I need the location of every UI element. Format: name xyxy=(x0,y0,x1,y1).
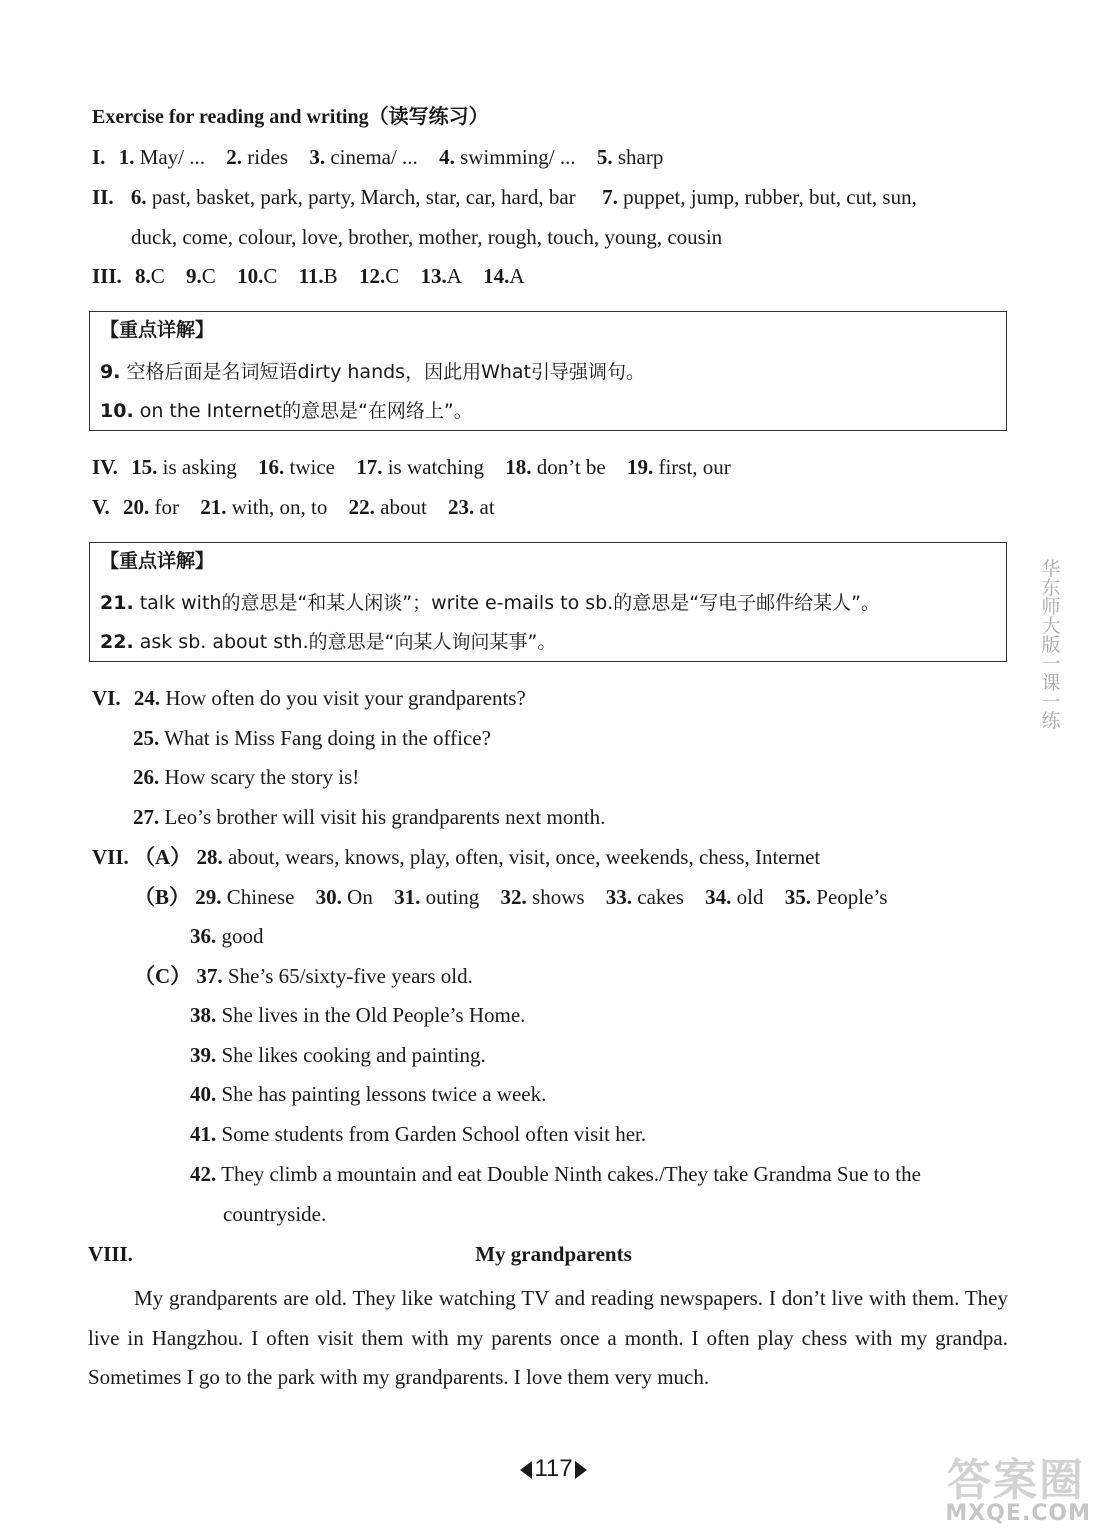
section-label: IV. xyxy=(92,455,118,479)
answer-18: 18. don’t be xyxy=(505,455,606,479)
answer-19: 19. first, our xyxy=(626,455,731,479)
answer-6: past, basket, park, party, March, star, car, hard, bar xyxy=(151,185,576,209)
answer-33: 33. cakes xyxy=(605,885,684,909)
answer-17: 17. is watching xyxy=(356,455,484,479)
answer-24: How often do you visit your grandparents? xyxy=(165,686,526,710)
section-label: VI. xyxy=(92,686,121,710)
box-title: 【重点详解】 xyxy=(100,550,215,572)
answer-7-num: 7. xyxy=(602,185,618,209)
answer-28: about, wears, knows, play, often, visit, once, weekends, chess, Internet xyxy=(227,845,821,869)
section-label: III. xyxy=(92,264,122,288)
answer-30: 30. On xyxy=(315,885,373,909)
explanation-line: 22. ask sb. about sth.的意思是“向某人询问某事”。 xyxy=(100,631,557,653)
answer-7: puppet, jump, rubber, but, cut, sun, xyxy=(623,185,917,209)
explanation-box-1 xyxy=(89,311,1007,431)
section-6: VI. 24. How often do you visit your grandparents? xyxy=(92,686,526,710)
section-label: I. xyxy=(92,145,106,169)
section-3 xyxy=(92,262,541,290)
answer-15: 15. is asking xyxy=(131,455,237,479)
answer-13: 13.A xyxy=(420,264,462,288)
explanation-line: 10. on the Internet的意思是“在网络上”。 xyxy=(100,400,473,422)
answer-22: 22. about xyxy=(348,495,427,519)
explanation-line: 9. 空格后面是名词短语dirty hands，因此用What引导强调句。 xyxy=(100,361,645,383)
answer-42-continued: countryside. xyxy=(223,1202,327,1226)
section-label: VII. xyxy=(92,845,129,869)
answer-36: 36. good xyxy=(190,924,264,948)
watermark-logo: 答案圈 xyxy=(947,1455,1085,1506)
answer-1: 1. May/ ... xyxy=(118,145,206,169)
box-title: 【重点详解】 xyxy=(100,319,215,341)
answer-10: 10.C xyxy=(237,264,278,288)
answer-7-continued: duck, come, colour, love, brother, mother, rough, touch, young, cousin xyxy=(131,225,723,249)
answer-4: 4. swimming/ ... xyxy=(439,145,576,169)
section-2 xyxy=(92,183,917,211)
subsection-b-label: （B） xyxy=(134,885,191,909)
subsection-c-label: （C） xyxy=(134,964,192,988)
answer-38: 38. She lives in the Old People’s Home. xyxy=(190,1003,526,1027)
answer-42: 42. They climb a mountain and eat Double Ninth cakes./They take Grandma Sue to the xyxy=(190,1162,921,1186)
section-7-a: VII. （A） 28. about, wears, knows, play, often, visit, once, weekends, chess, Internet xyxy=(92,845,821,869)
page-number: 117 xyxy=(0,1455,1107,1483)
essay-paragraph: My grandparents are old. They like watching TV and reading newspapers. I don’t live with them. They live in Hangzhou. I often visit them with my parents once a month. I often play chess with my grandpa. Sometimes I go to the park with my grandparents. I love them very much. xyxy=(88,1286,1008,1390)
answer-16: 16. twice xyxy=(257,455,335,479)
watermark-site: MXQE.COM xyxy=(945,1501,1091,1526)
explanation-box-2 xyxy=(89,542,1007,662)
watermark xyxy=(905,1442,1095,1530)
arrow-left-icon xyxy=(520,1461,532,1479)
section-8-label: VIII. xyxy=(88,1242,133,1266)
answer-14: 14.A xyxy=(483,264,525,288)
answer-3: 3. cinema/ ... xyxy=(309,145,418,169)
answer-39: 39. She likes cooking and painting. xyxy=(190,1043,486,1067)
answer-23: 23. at xyxy=(448,495,495,519)
section-7-c: （C） 37. She’s 65/sixty-five years old. xyxy=(134,964,473,988)
answer-32: 32. shows xyxy=(500,885,585,909)
section-5 xyxy=(92,493,511,521)
side-series-label: 华东师大版一课一练 xyxy=(1041,558,1061,732)
answer-37: She’s 65/sixty-five years old. xyxy=(227,964,473,988)
answer-25: 25. What is Miss Fang doing in the office? xyxy=(133,726,491,750)
section-label: II. xyxy=(92,185,114,209)
answer-31: 31. outing xyxy=(394,885,480,909)
answer-21: 21. with, on, to xyxy=(200,495,328,519)
essay-title: My grandparents xyxy=(475,1242,632,1266)
section-label: V. xyxy=(92,495,110,519)
answer-9: 9.C xyxy=(186,264,216,288)
section-7-b xyxy=(134,883,903,911)
answer-11: 11.B xyxy=(298,264,338,288)
answer-26: 26. How scary the story is! xyxy=(133,765,360,789)
answer-6-num: 6. xyxy=(130,185,147,209)
arrow-right-icon xyxy=(575,1461,587,1479)
section-4 xyxy=(92,453,747,481)
answer-5: 5. sharp xyxy=(596,145,664,169)
explanation-line: 21. talk with的意思是“和某人闲谈”；write e-mails to sb.的意思是“写电子邮件给某人”。 xyxy=(100,592,880,614)
section-1 xyxy=(92,143,679,171)
answer-29: 29. Chinese xyxy=(195,885,295,909)
answer-2: 2. rides xyxy=(226,145,289,169)
answer-27: 27. Leo’s brother will visit his grandparents next month. xyxy=(133,805,606,829)
answer-41: 41. Some students from Garden School often visit her. xyxy=(190,1122,647,1146)
answer-35: 35. People’s xyxy=(784,885,888,909)
answer-34: 34. old xyxy=(705,885,764,909)
answer-40: 40. She has painting lessons twice a week. xyxy=(190,1082,547,1106)
answer-20: 20. for xyxy=(122,495,179,519)
answer-12: 12.C xyxy=(358,264,400,288)
subsection-a-label: （A） xyxy=(134,845,192,869)
answer-8: 8.C xyxy=(135,264,165,288)
heading: Exercise for reading and writing（读写练习） xyxy=(92,106,489,128)
